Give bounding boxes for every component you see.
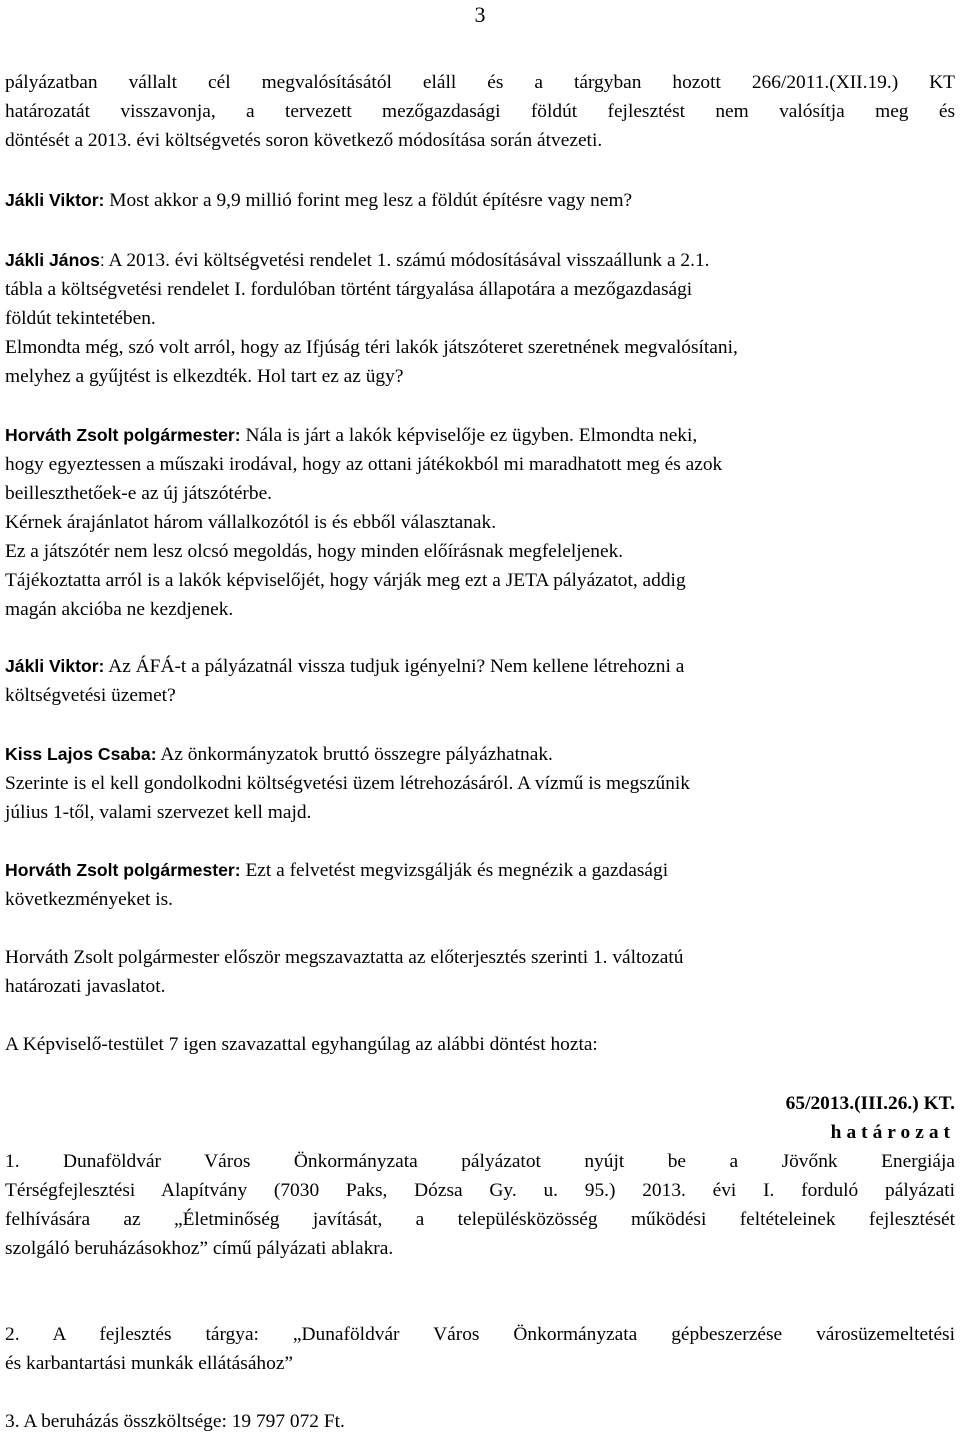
speech-text: Ezt a felvetést megvizsgálják és megnézik a gazdasági [240, 860, 669, 881]
paragraph-kiss-lajos [5, 740, 955, 827]
speech-text: Az önkormányzatok bruttó összegre pályázhatnak. [156, 744, 553, 765]
speaker-name: Horváth Zsolt polgármester: [5, 860, 241, 880]
text-line: beilleszthetőek-e az új játszótérbe. [5, 483, 273, 504]
paragraph-vote-intro [5, 943, 955, 1001]
text-line: Kérnek árajánlatot három vállalkozótól is és ebből választanak. [5, 512, 497, 533]
speech-text: Most akkor a 9,9 millió forint meg lesz a földút építésre vagy nem? [104, 190, 633, 211]
speaker-name: Horváth Zsolt polgármester: [5, 425, 241, 445]
decision-title: határozat [830, 1122, 955, 1143]
decision-number: 65/2013.(III.26.) KT. [785, 1093, 955, 1114]
decision-item-3 [5, 1407, 955, 1436]
paragraph-playground-question [5, 333, 955, 391]
speech-text: A 2013. évi költségvetési rendelet 1. számú módosításával visszaállunk a 2.1. [104, 250, 710, 271]
decision-item-2 [5, 1320, 955, 1378]
text-line: döntését a 2013. évi költségvetés soron következő módosítása során átvezeti. [5, 130, 603, 151]
text-line: melyhez a gyűjtést is elkezdték. Hol tart ez az ügy? [5, 366, 404, 387]
speaker-colon: : [99, 250, 105, 270]
text-line: tábla a költségvetési rendelet I. fordulóban történt tárgyalása állapotára a mezőgazdasági [5, 279, 693, 300]
text-line: Tájékoztatta arról is a lakók képviselőjét, hogy várják meg ezt a JETA pályázatot, addig [5, 570, 686, 591]
decision-item-1 [5, 1147, 955, 1263]
text-line: Térségfejlesztési Alapítvány (7030 Paks, Dózsa Gy. u. 95.) 2013. évi I. forduló pályázati [5, 1180, 955, 1201]
text-line: 2. A fejlesztés tárgya: „Dunaföldvár Város Önkormányzata gépbeszerzése városüzemeltetési [5, 1324, 955, 1345]
paragraph-jakli-viktor-1 [5, 186, 955, 215]
text-line: Ez a játszótér nem lesz olcsó megoldás, hogy minden előírásnak megfeleljenek. [5, 541, 624, 562]
text-line: Elmondta még, szó volt arról, hogy az Ifjúság téri lakók játszóteret szeretnének megvalósítani, [5, 337, 738, 358]
text-line: 1. Dunaföldvár Város Önkormányzata pályázatot nyújt be a Jövőnk Energiája [5, 1151, 955, 1172]
text-line: hogy egyeztessen a műszaki irodával, hogy az ottani játékokból mi maradhatott meg és azok [5, 454, 723, 475]
text-line: pályázatban vállalt cél megvalósításától eláll és a tárgyban hozott 266/2011.(XII.19.) KT [5, 72, 955, 93]
text-line: és karbantartási munkák ellátásához” [5, 1353, 294, 1374]
speaker-name: Jákli Viktor: [5, 190, 105, 210]
speech-text: Nála is járt a lakók képviselője ez ügyben. Elmondta neki, [240, 425, 698, 446]
page-number: 3 [474, 2, 486, 27]
text-line: szolgáló beruházásokhoz” című pályázati ablakra. [5, 1238, 394, 1259]
text-line: A Képviselő-testület 7 igen szavazattal egyhangúlag az alábbi döntést hozta: [5, 1034, 598, 1055]
paragraph-vote-result [5, 1030, 955, 1059]
text-line: költségvetési üzemet? [5, 685, 176, 706]
speech-text: Az ÁFÁ-t a pályázatnál vissza tudjuk igényelni? Nem kellene létrehozni a [104, 656, 685, 677]
text-line: földút tekintetében. [5, 308, 156, 329]
text-line: határozati javaslatot. [5, 976, 166, 997]
text-line: következményeket is. [5, 889, 173, 910]
text-line: július 1-től, valami szervezet kell majd. [5, 802, 312, 823]
text-line: Szerinte is el kell gondolkodni költségvetési üzem létrehozásáról. A vízmű is megszűnik [5, 773, 690, 794]
speaker-name: Kiss Lajos Csaba: [5, 744, 157, 764]
paragraph-horvath-1 [5, 421, 955, 624]
text-line: határozatát visszavonja, a tervezett mezőgazdasági földút fejlesztést nem valósítja meg és [5, 101, 955, 122]
speaker-name: Jákli Viktor: [5, 656, 105, 676]
paragraph-horvath-2 [5, 856, 955, 914]
speaker-name: Jákli János [5, 250, 100, 270]
text-line: Horváth Zsolt polgármester először megszavaztatta az előterjesztés szerinti 1. változatú [5, 947, 684, 968]
text-line: magán akcióba ne kezdjenek. [5, 599, 234, 620]
paragraph-jakli-janos [5, 246, 955, 333]
text-line: felhívására az „Életminőség javítását, a településközösség működési feltételeinek fejlesztését [5, 1209, 955, 1230]
decision-header [5, 1089, 955, 1147]
paragraph-continuation [5, 68, 955, 155]
paragraph-jakli-viktor-2 [5, 652, 955, 710]
text-line: 3. A beruházás összköltsége: 19 797 072 Ft. [5, 1411, 345, 1432]
